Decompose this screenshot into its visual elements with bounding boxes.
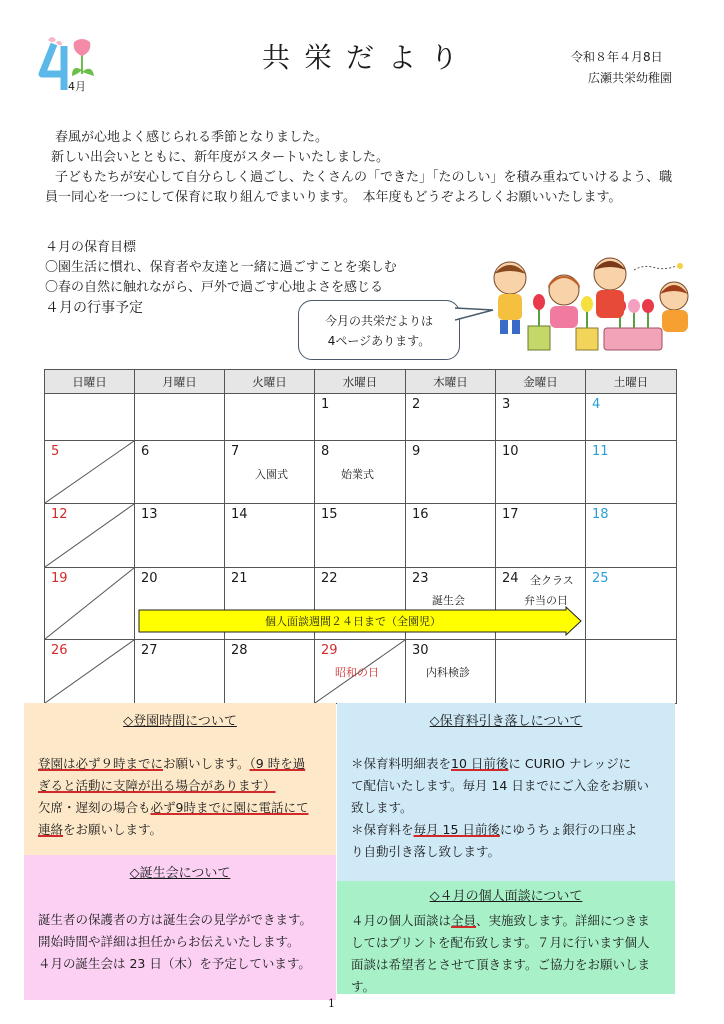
day-number: 3	[502, 397, 511, 412]
day-number: 21	[231, 571, 248, 586]
bubble-line-1: 今月の共栄だよりは	[324, 314, 433, 328]
calendar-day-cell	[135, 394, 225, 441]
day-number: 13	[141, 507, 158, 522]
intro-line-3: 子どもたちが安心して自分らしく過ごし、たくさんの「できた」「たのしい」を積み重ねていけるよう、職員一同心を一つにして保育に取り組んでまいります。 本年度もどうぞよろしくお願いいたします。	[45, 170, 673, 205]
interview-box	[337, 881, 675, 994]
calendar-day-cell	[496, 441, 586, 504]
weekday-header-row	[45, 370, 677, 394]
calendar-day-cell	[135, 640, 225, 704]
fee-text: ＊保育料明細表を	[351, 756, 452, 771]
events-heading: ４月の行事予定	[45, 300, 143, 316]
fee-title: ◇保育料引き落しについて	[429, 714, 583, 729]
arrival-line-4	[38, 819, 322, 841]
weekday-tuesday: 火曜日	[225, 370, 315, 394]
interview-text: ４月の個人面談は	[351, 913, 452, 928]
arrival-time-box	[24, 703, 336, 855]
calendar-week-2	[45, 441, 677, 504]
day-number: 14	[231, 507, 248, 522]
weekday-wednesday: 水曜日	[315, 370, 406, 394]
intro-line-2: 新しい出会いとともに、新年度がスタートいたしました。	[51, 150, 390, 165]
day-number: 24	[502, 571, 519, 586]
fee-line-5: り自動引き落し致します。	[351, 844, 501, 859]
arrival-emphasis: 必ず9時までに園に電話にて	[150, 800, 309, 815]
calendar-day-cell	[496, 504, 586, 568]
day-number: 9	[412, 444, 421, 459]
calendar-week-1	[45, 394, 677, 441]
arrival-line-1	[38, 753, 322, 775]
calendar-week-5	[45, 640, 677, 704]
calendar-day-cell	[586, 568, 677, 640]
day-number: 18	[592, 507, 609, 522]
arrival-text: お願いします。	[163, 756, 250, 771]
bubble-line-2: 4ページあります。	[327, 334, 431, 348]
calendar-day-cell	[586, 640, 677, 704]
fee-emphasis: 10 日前後	[451, 756, 509, 771]
day-number: 20	[141, 571, 158, 586]
goals-heading: ４月の保育目標	[45, 240, 137, 255]
birthday-line-3: ４月の誕生会は 23 日（木）を予定しています。	[38, 956, 311, 971]
calendar-day-cell	[496, 640, 586, 704]
calendar-day-cell	[406, 394, 496, 441]
interview-emphasis: 全員	[451, 913, 477, 928]
day-number: 22	[321, 571, 338, 586]
interview-week-label: 個人面談週間２４日まで（全園児）	[265, 615, 441, 628]
calendar-day-cell	[45, 504, 135, 568]
day-number: 11	[592, 444, 609, 459]
weekday-sunday: 日曜日	[45, 370, 135, 394]
logo-month-text: 4月	[68, 80, 86, 93]
birthday-title: ◇誕生会について	[129, 866, 231, 881]
calendar-day-cell	[315, 504, 406, 568]
day-number: 23	[412, 571, 429, 586]
weekday-saturday: 土曜日	[586, 370, 677, 394]
issue-date: 令和８年４月8日	[571, 50, 663, 64]
event-lunch-box-day: 弁当の日	[524, 594, 568, 607]
day-number: 30	[412, 643, 429, 658]
calendar-day-cell	[315, 441, 406, 504]
interview-line-2: してはプリントを配布致します。７月に行います個人	[351, 935, 650, 950]
day-number: 5	[51, 444, 60, 459]
day-number: 15	[321, 507, 338, 522]
event-medical-checkup: 内科検診	[426, 666, 470, 679]
event-birthday-party: 誕生会	[432, 594, 465, 607]
day-number: 16	[412, 507, 429, 522]
event-entrance-ceremony: 入園式	[255, 468, 288, 481]
calendar-day-cell	[45, 441, 135, 504]
fee-withdrawal-box	[337, 703, 675, 881]
calendar-day-cell	[225, 504, 315, 568]
event-all-classes: 全クラス	[530, 574, 574, 587]
calendar-day-cell	[406, 640, 496, 704]
fee-text: に CURIO ナレッジに	[508, 756, 632, 771]
calendar-day-cell	[135, 441, 225, 504]
arrival-emphasis: ぎると活動に支障が出る場合があります）	[38, 778, 276, 793]
calendar-day-cell	[225, 640, 315, 704]
calendar-day-cell	[586, 441, 677, 504]
april-calendar	[44, 369, 677, 704]
day-number: 4	[592, 397, 601, 412]
birthday-party-box	[24, 855, 336, 1000]
fee-text: にゆうちょ銀行の口座よ	[499, 822, 638, 837]
calendar-day-cell	[45, 640, 135, 704]
interview-text: 、実施致します。詳細につきま	[476, 913, 650, 928]
weekday-friday: 金曜日	[496, 370, 586, 394]
day-number: 17	[502, 507, 519, 522]
arrival-line-2	[38, 775, 322, 797]
weekday-monday: 月曜日	[135, 370, 225, 394]
event-opening-ceremony: 始業式	[341, 468, 374, 481]
day-number: 7	[231, 444, 240, 459]
calendar-day-cell	[225, 394, 315, 441]
birthday-line-1: 誕生者の保護者の方は誕生会の見学ができます。	[38, 912, 313, 927]
calendar-day-cell	[496, 394, 586, 441]
calendar-day-cell	[225, 441, 315, 504]
birthday-line-2: 開始時間や詳細は担任からお伝えいたします。	[38, 934, 300, 949]
calendar-day-cell	[586, 394, 677, 441]
fee-emphasis: 毎月 15 日前後	[413, 822, 500, 837]
fee-line-1	[351, 753, 661, 775]
day-number: 12	[51, 507, 68, 522]
interview-title: ◇４月の個人面談について	[429, 889, 583, 904]
fee-line-4	[351, 819, 661, 841]
day-number: 27	[141, 643, 158, 658]
weekday-thursday: 木曜日	[406, 370, 496, 394]
arrival-emphasis: 登園は必ず９時までに	[38, 756, 164, 771]
arrival-text: 欠席・遅刻の場合も	[38, 800, 151, 815]
fee-text: ＊保育料を	[351, 822, 414, 837]
intro-line-1: 春風が心地よく感じられる季節となりました。	[55, 130, 329, 145]
day-number: 6	[141, 444, 150, 459]
calendar-day-cell	[406, 504, 496, 568]
day-number: 8	[321, 444, 330, 459]
arrival-text: をお願いします。	[63, 822, 163, 837]
day-number: 29	[321, 643, 338, 658]
day-number: 19	[51, 571, 68, 586]
calendar-day-cell	[45, 394, 135, 441]
children-gardening-illustration	[484, 256, 704, 356]
calendar-day-cell	[45, 568, 135, 640]
interview-line-1	[351, 910, 661, 932]
calendar-day-cell	[406, 441, 496, 504]
interview-line-3: 面談は希望者とさせて頂きます。ご協力をお願いしま	[351, 957, 651, 972]
day-number: 2	[412, 397, 421, 412]
fee-line-3: 致します。	[351, 800, 413, 815]
newsletter-title: 共栄だより	[262, 41, 473, 74]
arrival-title: ◇登園時間について	[123, 714, 237, 729]
school-name: 広瀬共栄幼稚園	[588, 71, 673, 85]
arrival-line-3	[38, 797, 322, 819]
april-logo	[34, 34, 104, 96]
day-number: 25	[592, 571, 609, 586]
goal-item-2: 〇春の自然に触れながら、戸外で過ごす心地よさを感じる	[45, 280, 384, 295]
calendar-day-cell	[315, 640, 406, 704]
interview-line-4: す。	[351, 979, 376, 994]
event-showa-day: 昭和の日	[335, 666, 379, 679]
fee-line-2: て配信いたします。毎月 14 日までにご入金をお願い	[351, 778, 649, 793]
calendar-day-cell	[586, 504, 677, 568]
calendar-week-3	[45, 504, 677, 568]
arrival-emphasis: 連絡	[38, 822, 64, 837]
calendar-day-cell	[135, 504, 225, 568]
page-number: 1	[328, 997, 335, 1010]
intro-text	[45, 128, 685, 208]
day-number: 10	[502, 444, 519, 459]
day-number: 1	[321, 397, 330, 412]
calendar-day-cell	[315, 394, 406, 441]
arrival-emphasis: （9 時を過	[249, 756, 306, 771]
speech-bubble	[298, 300, 460, 360]
day-number: 26	[51, 643, 68, 658]
goal-item-1: 〇園生活に慣れ、保育者や友達と一緒に過ごすことを楽しむ	[45, 260, 397, 275]
day-number: 28	[231, 643, 248, 658]
